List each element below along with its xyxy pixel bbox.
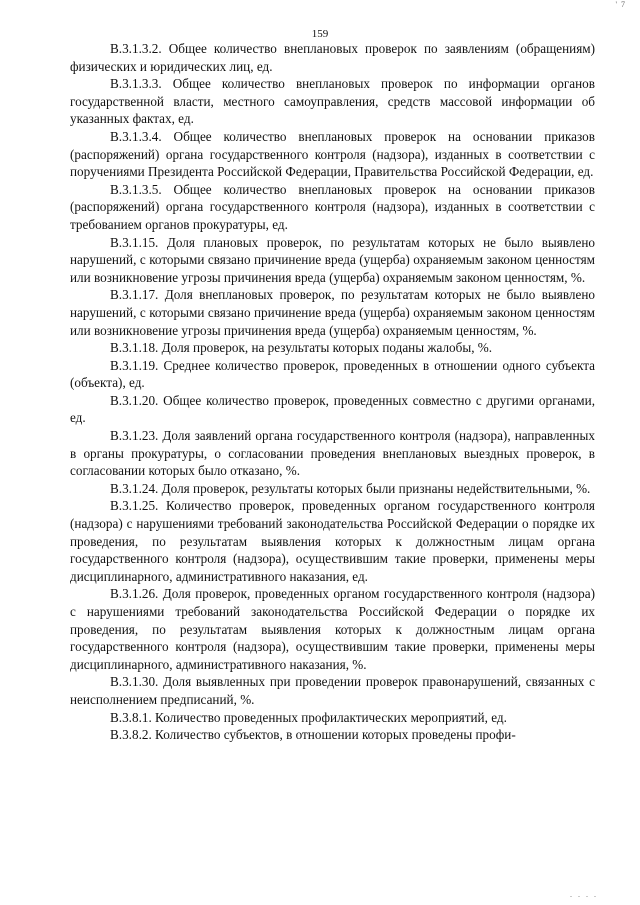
paragraph: В.3.1.26. Доля проверок, проведенных органом государственного контроля (надзора) с нарушениями требований законодательства Российской Федерации о порядке их проведения, по результатам выявления которых к должностным лицам органа государственного контроля (надзора), осуществившим такие проверки, применены меры дисциплинарного, административного наказания, %. [70, 586, 595, 672]
paragraph: В.3.1.3.5. Общее количество внеплановых проверок на основании приказов (распоряжений) органа государственного контроля (надзора), изданных в соответствии с требованием органов прокуратуры, ед. [70, 181, 595, 232]
paragraph: В.3.1.17. Доля внеплановых проверок, по результатам которых не было выявлено нарушений, с которыми связано причинение вреда (ущерба) охраняемым законом ценностям или возникновение угрозы причинения вреда (ущерба) охраняемым ценностям, %. [70, 287, 595, 338]
paragraph: В.3.8.2. Количество субъектов, в отношении которых проведены профи- [110, 727, 516, 743]
corner-mark: ' 7 [615, 0, 626, 9]
paragraph: В.3.1.24. Доля проверок, результаты которых были признаны недействительными, %. [110, 480, 591, 496]
document-body [70, 40, 595, 744]
paragraph: В.3.1.3.3. Общее количество внеплановых проверок по информации органов государственной власти, местного самоуправления, средств массовой информации об указанных фактах, ед. [70, 76, 595, 127]
paragraph: В.3.1.25. Количество проверок, проведенных органом государственного контроля (надзора) с нарушениями требований законодательства Российской Федерации о порядке их проведения, по результатам выявления которых к должностным лицам органа государственного контроля (надзора), осуществившим такие проверки, применены меры дисциплинарного, административного наказания, ед. [70, 498, 595, 584]
paragraph: В.3.1.19. Среднее количество проверок, проведенных в отношении одного субъекта (объекта), ед. [70, 357, 595, 391]
paragraph: В.3.1.23. Доля заявлений органа государственного контроля (надзора), направленных в органы прокуратуры, о согласовании проведения внеплановых выездных проверок, в согласовании которых было отказано, %. [70, 428, 595, 479]
paragraph: В.3.1.15. Доля плановых проверок, по результатам которых не было выявлено нарушений, с которыми связано причинение вреда (ущерба) охраняемым законом ценностям или возникновение угрозы причинения вреда (ущерба) охраняемым законом ценностям, %. [70, 234, 595, 285]
paragraph: В.3.1.3.4. Общее количество внеплановых проверок на основании приказов (распоряжений) органа государственного контроля (надзора), изданных в соответствии с поручениями Президента Российской Федерации, Правительства Российской Федерации, ед. [70, 128, 595, 180]
paragraph: В.3.8.1. Количество проведенных профилактических мероприятий, ед. [110, 709, 507, 725]
paragraph: В.3.1.18. Доля проверок, на результаты которых поданы жалобы, %. [110, 340, 493, 356]
page-number: 159 [311, 28, 329, 40]
paragraph: В.3.1.3.2. Общее количество внеплановых проверок по заявлениям (обращениям) физических и юридических лиц, ед. [70, 41, 595, 74]
paragraph: В.3.1.30. Доля выявленных при проведении проверок правонарушений, связанных с неисполнением предписаний, %. [70, 674, 595, 707]
bottom-mark: . . . . [570, 890, 598, 899]
paragraph: В.3.1.20. Общее количество проверок, проведенных совместно с другими органами, ед. [70, 392, 595, 426]
